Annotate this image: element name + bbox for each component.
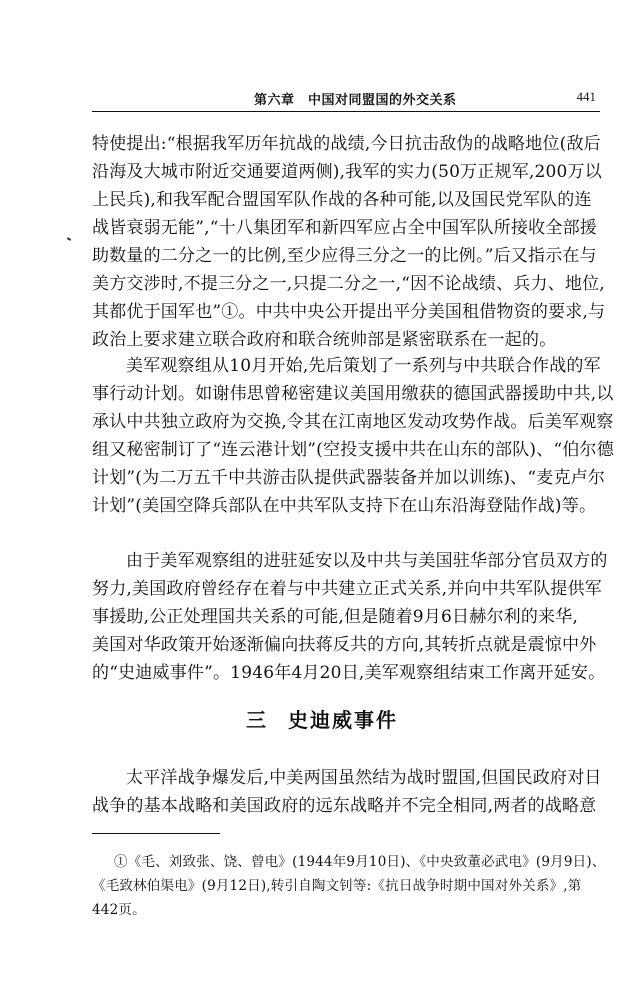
text-line: 美方交涉时,不提三分之一,只提二分之一,“因不论战绩、兵力、地位,: [92, 274, 605, 294]
footnote-line: 《毛致林伯渠电》(9月12日),转引自陶文钊等:《抗日战争时期中国对外关系》,第: [92, 878, 582, 894]
text-line: 特使提出:“根据我军历年抗战的战绩,今日抗击敌伪的战略地位(敌后: [92, 134, 601, 154]
page-number: 441: [576, 89, 596, 104]
text-line: 其都优于国军也”①。中共中央公开提出平分美国租借物资的要求,与: [92, 302, 606, 322]
paragraph-4: [92, 764, 608, 820]
footnote: [92, 850, 608, 922]
running-header: [92, 89, 600, 109]
text-line: 美军观察组从10月开始,先后策划了一系列与中共联合作战的军: [126, 356, 601, 376]
text-line: 事援助,公正处理国共关系的可能,但是随着9月6日赫尔利的来华,: [92, 607, 579, 627]
text-line: 的“史迪威事件”。1946年4月20日,美军观察组结束工作离开延安。: [92, 663, 606, 683]
paragraph-3: [92, 547, 608, 687]
header-rule: [92, 111, 600, 112]
text-line: 上民兵),和我军配合盟国军队作战的各种可能,以及国民党军队的连: [92, 190, 592, 210]
footnote-line: 442页。: [92, 902, 146, 918]
text-line: 事行动计划。如谢伟思曾秘密建议美国用缴获的德国武器援助中共,以: [92, 384, 614, 404]
footnote-rule: [92, 833, 220, 834]
paragraph-2: [92, 352, 614, 520]
text-line: 计划”(美国空降兵部队在中共军队支持下在山东沿海登陆作战)等。: [92, 496, 597, 516]
footnote-line: ①《毛、刘致张、饶、曾电》(1944年9月10日)、《中央致董必武电》(9月9日)、: [114, 854, 606, 870]
chapter-title: 第六章 中国对同盟国的外交关系: [254, 93, 457, 108]
text-line: 由于美军观察组的进驻延安以及中共与美国驻华部分官员双方的: [126, 551, 608, 571]
text-line: 努力,美国政府曾经存在着与中共建立正式关系,并向中共军队提供军: [92, 579, 603, 599]
text-line: 太平洋战争爆发后,中美两国虽然结为战时盟国,但国民政府对日: [126, 768, 602, 788]
text-line: 战争的基本战略和美国政府的远东战略并不完全相同,两者的战略意: [92, 796, 597, 816]
stray-mark: [67, 237, 71, 241]
text-line: 承认中共独立政府为交换,令其在江南地区发动攻势作战。后美军观察: [92, 412, 614, 432]
text-line: 战皆衰弱无能”,“十八集团军和新四军应占全中国军队所接收全部援: [92, 218, 597, 238]
paragraph-1: [92, 130, 608, 354]
section-number: 三: [246, 708, 268, 732]
text-line: 组又秘密制订了“连云港计划”(空投支援中共在山东的部队)、“伯尔德: [92, 440, 614, 460]
text-line: 政治上要求建立联合政府和联合统帅部是紧密联系在一起的。: [92, 330, 557, 350]
section-heading: [0, 704, 644, 733]
text-line: 沿海及大城市附近交通要道两侧),我军的实力(50万正规军,200万以: [92, 162, 602, 182]
section-title: 史迪威事件: [288, 708, 398, 732]
text-line: 助数量的二分之一的比例,至少应得三分之一的比例。”后又指示在与: [92, 246, 597, 266]
text-line: 美国对华政策开始逐渐偏向扶蒋反共的方向,其转折点就是震惊中外: [92, 635, 597, 655]
text-line: 计划”(为二万五千中共游击队提供武器装备并加以训练)、“麦克卢尔: [92, 468, 606, 488]
